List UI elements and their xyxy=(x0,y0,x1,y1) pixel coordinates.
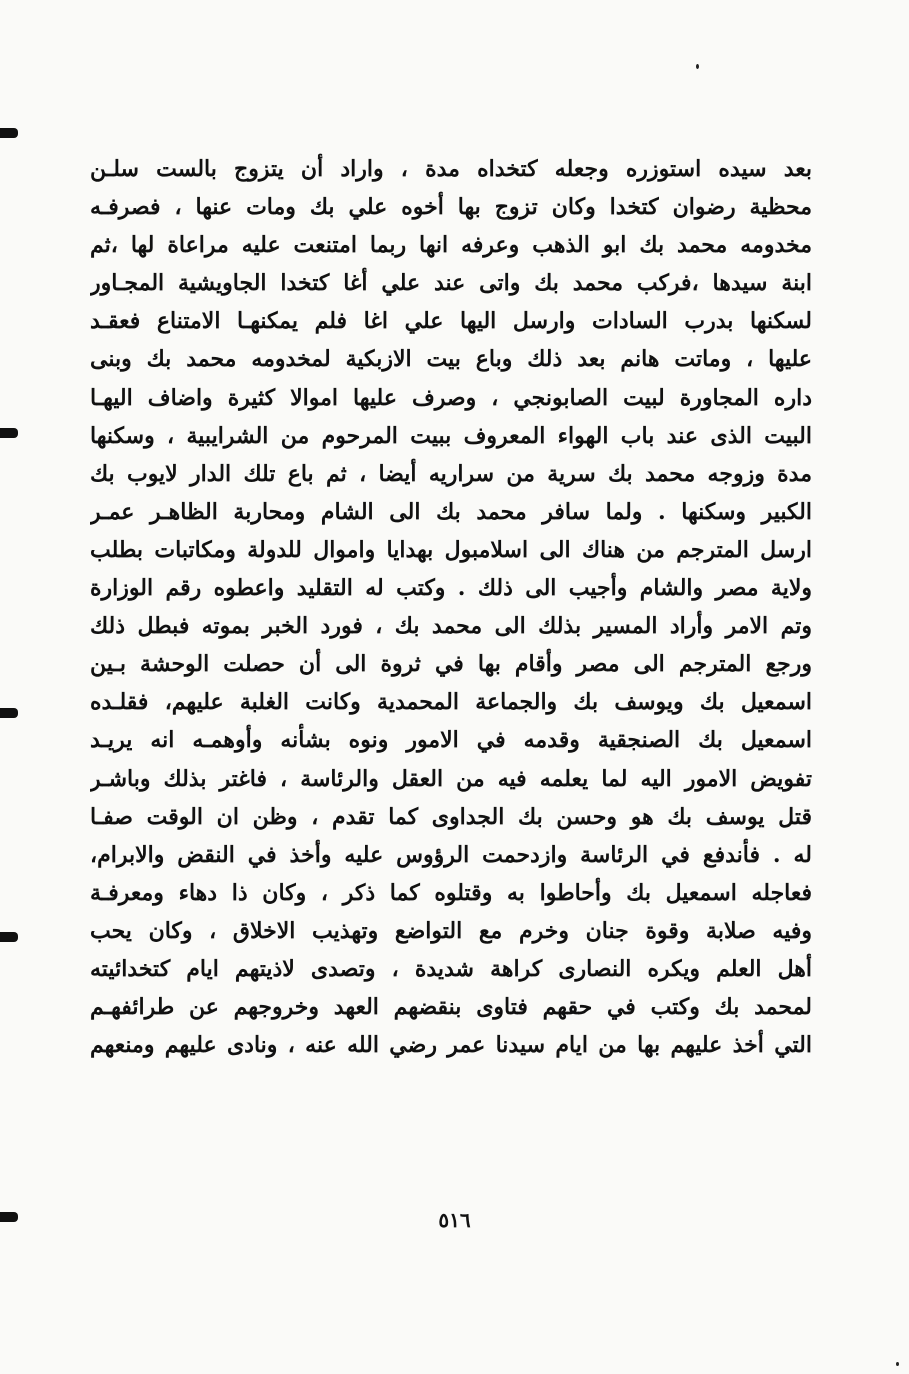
ink-speck xyxy=(896,1362,899,1366)
text-line: ارسل المترجم من هناك الى اسلامبول بهدايا واموال للدولة ومكاتبات بطلب xyxy=(90,536,812,563)
scan-mark xyxy=(0,932,18,942)
text-line: لمحمد بك وكتب في حقهم فتاوى بنقضهم العهد وخروجهم عن طرائفهـم xyxy=(90,994,812,1021)
text-line: تفويض الامور اليه لما يعلمه فيه من العقل والرئاسة ، فاغتر بذلك وباشـر xyxy=(90,765,812,792)
text-line: بعد سيده استوزره وجعله كتخداه مدة ، واراد أن يتزوج بالست سلـن xyxy=(90,156,812,182)
text-line: وفيه صلابة وقوة جنان وخرم مع التواضع وتهذيب الاخلاق ، وكان يحب xyxy=(90,917,812,944)
text-line: ورجع المترجم الى مصر وأقام بها في ثروة الى أن حصلت الوحشة بـين xyxy=(90,651,812,678)
page-number: ٥١٦ xyxy=(438,1208,471,1232)
text-line: البيت الذى عند باب الهواء المعروف ببيت المرحوم من الشرايبية ، وسكنها xyxy=(90,422,812,449)
text-line: ولاية مصر والشام وأجيب الى ذلك . وكتب له التقليد واعطوه رقم الوزارة xyxy=(90,575,812,602)
text-line: داره المجاورة لبيت الصابونجي ، وصرف عليها اموالا كثيرة واضاف اليهـا xyxy=(90,384,812,411)
body-text xyxy=(90,150,812,1064)
text-line: الكبير وسكنها . ولما سافر محمد بك الى الشام ومحاربة الظاهـر عمـر xyxy=(90,498,812,525)
text-line: له . فأندفع في الرئاسة وازدحمت الرؤوس عليه وأخذ في النقض والابرام، xyxy=(90,841,812,868)
text-line: قتل يوسف بك هو وحسن بك الجداوى كما تقدم ، وظن ان الوقت صفـا xyxy=(90,803,812,830)
text-line: أهل العلم ويكره النصارى كراهة شديدة ، وتصدى لاذيتهم ايام كتخدائيته xyxy=(90,955,812,982)
ink-speck xyxy=(696,64,699,69)
scan-mark xyxy=(0,708,18,718)
text-line: اسمعيل بك الصنجقية وقدمه في الامور ونوه بشأنه وأوهمـه انه يريـد xyxy=(90,727,812,754)
text-line: التي أخذ عليهم بها من ايام سيدنا عمر رضي الله عنه ، ونادى عليهم ومنعهم xyxy=(90,1032,812,1059)
scan-mark xyxy=(0,428,18,438)
text-line: مدة وزوجه محمد بك سرية من سراريه أيضا ، ثم باع تلك الدار لايوب بك xyxy=(90,460,812,487)
text-line: محظية رضوان كتخدا وكان تزوج بها أخوه علي بك ومات عنها ، فصرفـه xyxy=(90,194,812,221)
text-line: وتم الامر وأراد المسير بذلك الى محمد بك ، فورد الخبر بموته فبطل ذلك xyxy=(90,613,812,640)
text-line: ابنة سيدها ،فركب محمد بك واتى عند علي أغا كتخدا الجاويشية المجـاور xyxy=(90,270,812,297)
text-line: فعاجله اسمعيل بك وأحاطوا به وقتلوه كما ذكر ، وكان ذا دهاء ومعرفـة xyxy=(90,879,812,906)
scan-mark xyxy=(0,128,18,138)
text-line: لسكنها بدرب السادات وارسل اليها علي اغا فلم يمكنهـا الامتناع فعقـد xyxy=(90,308,812,335)
text-line: مخدومه محمد بك ابو الذهب وعرفه انها ربما امتنعت عليه مراعاة لها ،ثم xyxy=(90,232,812,259)
text-line: عليها ، وماتت هانم بعد ذلك وباع بيت الازبكية لمخدومه محمد بك وبنى xyxy=(90,346,812,373)
text-line: اسمعيل بك ويوسف بك والجماعة المحمدية وكانت الغلبة عليهم، فقلـده xyxy=(90,689,812,716)
